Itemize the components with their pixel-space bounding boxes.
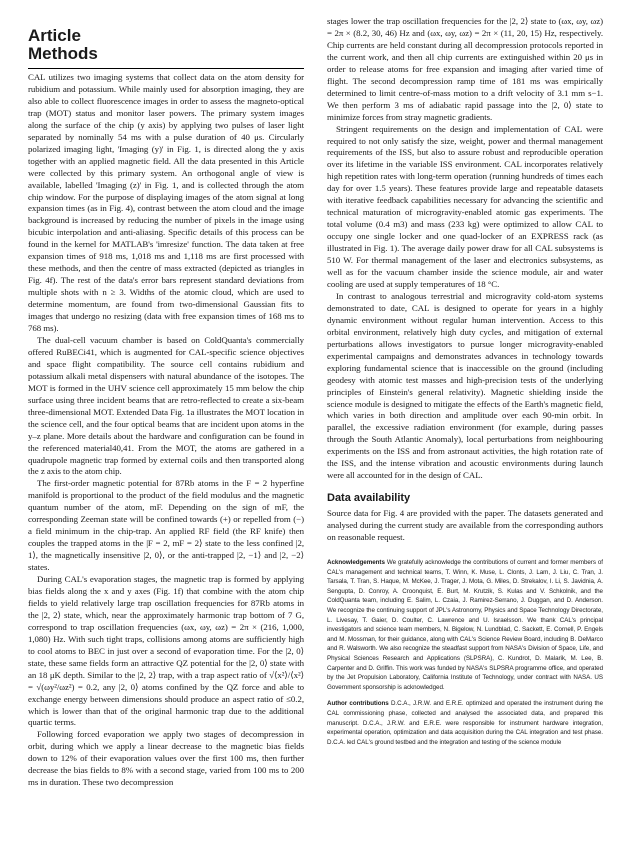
acknowledgements-label: Acknowledgements [327, 559, 385, 567]
paragraph: CAL utilizes two imaging systems that collect data on the atom density for rubidium and potassium. While mainly used for absorption imaging, they are also able to collect fluorescence images in order to assess the magneto-optical trap (MOT) status and monitor laser powers. The primary system images along the surface of the chip (y axis) by applying two pulses of laser light separated by nominally 54 ms with a pulse duration of 40 μs. Circularly polarized imaging light, 'Imaging (y)' in Fig. 1, is directed along the y axis together with an applied magnetic field. All the data presented in this Article were collected by this primary system. An orthogonal angle of view is available, labelled 'Imaging (z)' in Fig. 1, and is collected through the atom chip window. For the purpose of displaying images of the atom signal at long expansion times (as in Fig. 4), contrast between the atom cloud and the image background is increased by reducing the number of pixels in the image using bicubic interpolation and anti-aliasing. Specific details of this process can be found in the kernel for MATLAB's 'imresize' function. The data taken at free expansion times of 918 ms, 1,018 ms and 1,118 ms are first processed with these methods, and then the centre of mass extracted (depicted as triangles in Fig. 4f). The rest of the data's error bars represent standard deviations from multiple shots with n ≥ 3. Widths of the atomic cloud, which are used to determine momentum, are found from two-dimensional Gaussian fits to images that undergo no resizing (data with free expansion times of 168 ms to 768 ms). [28, 72, 304, 334]
acknowledgements [327, 558, 603, 692]
author-contributions [327, 699, 603, 747]
paragraph: Stringent requirements on the design and implementation of CAL were required to not only satisfy the size, weight, power and thermal management requirements of the ISS, but also to assure robust and reproducible operation over its lifetime in the variable ISS environment. CAL incorporates relatively high repetition rates with long-term operation (running hundreds of times each day for over 1.5 years). These features provide large and repeatable datasets with iterative feedback capabilities necessary for advancing the scientific and technical maturation of microgravity-enabled atomic gas experiments. The total volume (0.4 m3) and mass (233 kg) were optimized to allow CAL to occupy one single locker and one quad-locker of an EXPRESS rack (as illustrated in Fig. 1). The average daily power draw for all CAL subsystems is 510 W. For thermal management of the laser and electronics subsystems, as well as for the vacuum chamber inside the science module, air and water cooling are used at supply temperatures of 18 °C. [327, 123, 603, 289]
paragraph: The dual-cell vacuum chamber is based on ColdQuanta's commercially offered RuBECi41, which is augmented for CAL-specific science objectives and space flight compatibility. The source cell contains rubidium and potassium alkali metal dispensers with natural abundance of the isotopes. The MOT is formed in the UHV science cell approximately 15 mm below the chip surface using three incident beams that are retro-reflected to create a six-beam three-dimensional MOT. Extended Data Fig. 1a illustrates the MOT location in the science cell, and the four optical beams that are incident upon atoms in the y–z plane. More details about the hardware and configuration can be found in the referenced material40,41. From the MOT, the atoms are gathered in a quadrupole magnetic trap formed by external coils and then transported along the z axis to the atom chip. [28, 334, 304, 477]
section-title: Methods [28, 44, 304, 69]
left-column [28, 72, 304, 832]
paragraph: Following forced evaporation we apply two stages of decompression in orbit, during which we apply a linear decrease to the magnetic bias fields down to 12% of their evaporation values over the first 100 ms, then further decrease the bias fields to 8% with a second stage, varied from 100 ms to 200 ms in duration. These two decompression [28, 729, 304, 788]
acknowledgements-text: We gratefully acknowledge the contributions of current and former members of CAL's management and technical teams, T. Winn, K. Muse, L. Clonts, J. Lam, J. Liu, C. Tran, J. Tarsala, T. Tran, S. Haque, M. McKee, J. Trager, J. Mota, G. Miles, D. Strekalov, I. Li, S. Javidnia, A. Sengupta, D. Conroy, A. Croonquist, E. Burt, M. Krutzik, S. Kulas and V. Schkolnik, and the ColdQuanta team, including E. Salim, L. Czaia, J. Ramirez-Serrano, J. Duggan, and D. Anderson. We recognize the continuing support of JPL's Astronomy, Physics and Space Technology Directorate, L. Livesay, T. Gaier, D. Coulter, C. Lawrence and U. Israelsson. We thank CAL's principal investigators and science team members, N. Bigelow, N. Lundblad, C. Sackett, E. Cornell, P. Engels and M. Mossman, for their guidance, along with CAL's Science Review Board, including B. DeMarco and R. Walsworth. We also recognize the steadfast support from NASA's Division of Space, Life, and Physical Sciences Research and Applications (SLPSRA), C. Kundrot, D. Malarik, M. Lee, B. Carpenter and D. Griffin. This work was funded by NASA's SLPSRA programme office, and operated by the Jet Propulsion Laboratory, California Institute of Technology, under contract with NASA. US Government sponsorship is acknowledged. [327, 559, 603, 691]
data-availability-text: Source data for Fig. 4 are provided with the paper. The datasets generated and analysed during the current study are available from the corresponding authors on reasonable request. [327, 508, 603, 543]
right-column [327, 16, 603, 832]
back-matter [327, 558, 603, 747]
paragraph: The first-order magnetic potential for 87Rb atoms in the F = 2 hyperfine manifold is proportional to the product of the field modulus and the magnetic quantum number of the atom, mF. Depending on the sign of mF, the corresponding Zeeman state will be confined towards (+) or repelled from (−) a field minimum in the chip-trap. An applied RF field (the RF knife) then couples the trapped atoms in the |F = 2, mF = 2⟩ state to the less confined |2, 1⟩, the magnetically insensitive |2, 0⟩, or the anti-trapped |2, −1⟩ and |2, −2⟩ states. [28, 478, 304, 573]
paragraph: During CAL's evaporation stages, the magnetic trap is formed by applying bias fields along the x and y axes (Fig. 1f) that combine with the atom chip fields to yield relatively large trap oscillation frequencies for 87Rb atoms in the |2, 2⟩ state, which, near the approximately harmonic trap bottom of 7 G, correspond to trap oscillation frequencies (ωx, ωy, ωz) = 2π × (216, 1,000, 1,080) Hz. With such tight traps, collisions among atoms are sufficiently high to cool atoms to BEC in just over a second of evaporation time. For the |2, 0⟩ state, these same fields form an attractive QZ potential for the |2, 0⟩ state with an 18 μK depth. Similar to the |2, 2⟩ trap, with a trap aspect ratio of √⟨x²⟩/⟨x²⟩ = √(ωy²/ωz²) = 0.2, any |2, 0⟩ atoms confined by the QZ force and able to exchange energy between dimensions should produce an aspect ratio of ≤0.2, which is lower than that of the original harmonic trap due to the additional quartic terms. [28, 574, 304, 728]
paragraph: stages lower the trap oscillation frequencies for the |2, 2⟩ state to (ωx, ωy, ωz) = 2π × (8.2, 30, 46) Hz and (ωx, ωy, ωz) = 2π × (11, 20, 15) Hz, respectively. Chip currents are held constant during all decompression protocols reported in the current work, and then all chip currents are extinguished within 20 μs in order to release atoms for free expansion and imaging after varied time of flight. The second decompression ramp time of 181 ms was empirically determined to limit centre-of-mass motion to a drift velocity of 3.1 mm s−1. We then perform 3 ms of adiabatic rapid passage into the |2, 0⟩ state to minimize forces from stray magnetic gradients. [327, 16, 603, 122]
data-availability-heading: Data availability [327, 492, 411, 505]
author-contributions-label: Author contributions [327, 700, 389, 708]
paragraph: In contrast to analogous terrestrial and microgravity cold-atom systems demonstrated to date, CAL is designed to operate for years in a highly dynamic environment without regular human intervention. Access to this orbital environment, relatively high duty cycles, and mitigation of external perturbations allows investigators to pursue longer microgravity-enabled experimental campaigns and demonstrates advances in technology towards exploring fundamental science that is inaccessible on the ground (including geodesy with atomic test masses and high-precision tests of the underlying principles of Einstein's general relativity). Magnetic shielding inside the science module is designed to mitigate the effects of the Earth's magnetic field, which varies in both direction and amplitude over each 90-min orbit. In parallel, the excessive radiation environment (for example, during passes through the South Atlantic Anomaly), local perturbations from neighbouring experiments on the ISS and from astronaut activities, the high rotation rate of the ISS, and the intense vibration and acoustic environments during launch were all accounted for in the design of CAL. [327, 290, 603, 481]
author-contributions-text: D.C.A., J.R.W. and E.R.E. optimized and operated the instrument during the CAL commissioning phase, collected and analysed the associated data, and prepared this manuscript. D.C.A., J.R.W. and E.R.E. were responsible for instrument hardware integration, experimental operation, optimization and data acquisition during the CAL integration and test phase. D.C.A. led CAL's ground testbed and the integration and testing of the science module [327, 700, 603, 746]
article-kicker: Article [28, 26, 81, 45]
